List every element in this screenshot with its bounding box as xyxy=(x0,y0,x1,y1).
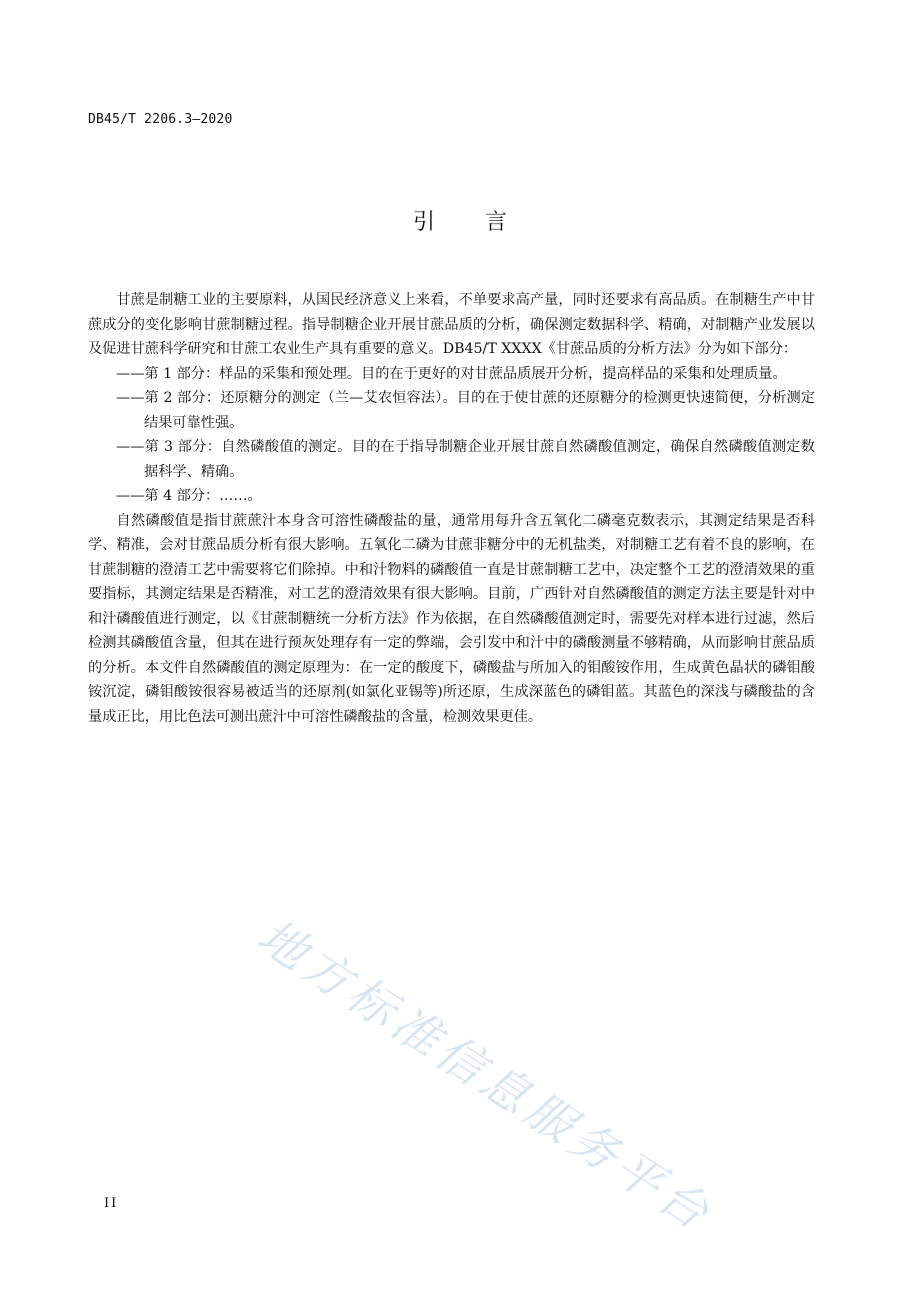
watermark-text: 地方标准信息服务平台 xyxy=(247,908,723,1244)
standard-code-header: DB45/T 2206.3—2020 xyxy=(88,112,233,127)
document-body xyxy=(88,288,815,729)
intro-paragraph: 甘蔗是制糖工业的主要原料，从国民经济意义上来看，不单要求高产量，同时还要求有高品质。在制糖生产中甘蔗成分的变化影响甘蔗制糖过程。指导制糖企业开展甘蔗品质的分析，确保测定数据科学、精确，对制糖产业发展以及促进甘蔗科学研究和甘蔗工农业生产具有重要的意义。DB45/T XXXX《甘蔗品质的分析方法》分为如下部分： xyxy=(88,292,815,357)
page-number: II xyxy=(104,1196,119,1211)
part-item-3: ——第 3 部分：自然磷酸值的测定。目的在于指导制糖企业开展甘蔗自然磷酸值测定，确保自然磷酸值测定数据科学、精确。 xyxy=(116,439,815,480)
page-title: 引言 xyxy=(412,210,557,235)
part-item-1: ——第 1 部分：样品的采集和预处理。目的在于更好的对甘蔗品质展开分析，提高样品的采集和处理质量。 xyxy=(116,365,787,382)
body-paragraph: 自然磷酸值是指甘蔗蔗汁本身含可溶性磷酸盐的量，通常用每升含五氧化二磷毫克数表示，其测定结果是否科学、精准，会对甘蔗品质分析有很大影响。五氧化二磷为甘蔗非糖分中的无机盐类，对制糖工艺有着不良的影响，在甘蔗制糖的澄清工艺中需要将它们除掉。中和汁物料的磷酸值一直是甘蔗制糖工艺中，决定整个工艺的澄清效果的重要指标，其测定结果是否精准，对工艺的澄清效果有很大影响。目前，广西针对自然磷酸值的测定方法主要是针对中和汁磷酸值进行测定，以《甘蔗制糖统一分析方法》作为依据，在自然磷酸值测定时，需要先对样本进行过滤，然后检测其磷酸值含量，但其在进行预灰处理存有一定的弊端，会引发中和汁中的磷酸测量不够精确，从而影响甘蔗品质的分析。本文件自然磷酸值的测定原理为：在一定的酸度下，磷酸盐与所加入的钼酸铵作用，生成黄色晶状的磷钼酸铵沉淀，磷钼酸铵很容易被适当的还原剂(如氯化亚锡等)所还原，生成深蓝色的磷钼蓝。其蓝色的深浅与磷酸盐的含量成正比，用比色法可测出蔗汁中可溶性磷酸盐的含量，检测效果更佳。 xyxy=(88,512,815,725)
part-item-2: ——第 2 部分：还原糖分的测定（兰—艾农恒容法）。目的在于使甘蔗的还原糖分的检测更快速简便，分析测定结果可靠性强。 xyxy=(116,390,815,431)
part-item-4: ——第 4 部分：……。 xyxy=(116,488,262,504)
